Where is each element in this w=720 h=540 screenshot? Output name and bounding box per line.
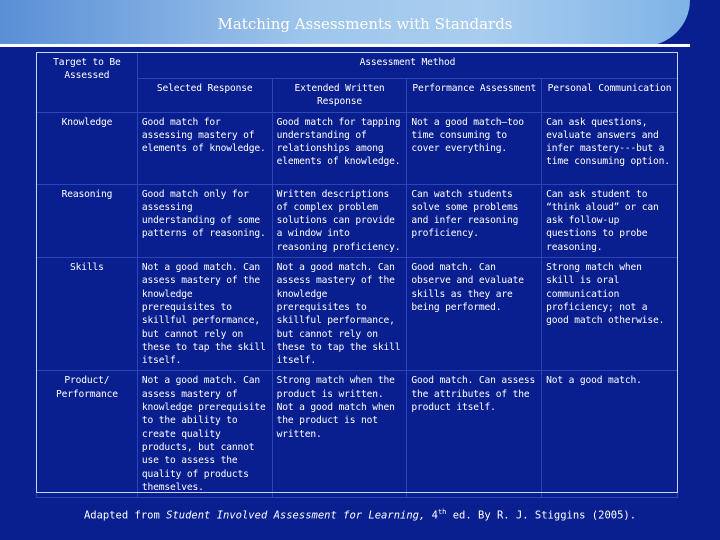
table-cell: Not a good match. Can assess mastery of knowledge prerequisite to the ability to create quality products, but cannot use to assess the quality of products themselves. [137,371,272,498]
table-row [37,184,678,257]
header-row-top [37,53,678,79]
citation-book: Student Involved Assessment for Learning, [166,509,426,522]
method-header: Assessment Method [137,53,677,79]
citation-author: ed. By R. J. Stiggins (2005). [446,509,637,522]
table-row [37,371,678,498]
table-cell: Strong match when skill is oral communication proficiency; not a good match otherwise. [542,258,678,371]
table-cell: Not a good match. Can assess mastery of the knowledge prerequisites to skillful performance, but cannot rely on these to tap the skill itself. [137,258,272,371]
page-title: Matching Assessments with Standards [217,15,513,33]
target-header: Target to Be Assessed [37,53,138,113]
table-cell: Strong match when the product is written. Not a good match when the product is not written. [272,371,407,498]
table-cell: Not a good match—too time consuming to cover everything. [407,112,542,184]
table-cell: Can ask student to “think aloud” or can ask follow-up questions to probe reasoning. [542,184,678,257]
method-selected-response: Selected Response [137,79,272,113]
table-cell: Not a good match. Can assess mastery of the knowledge prerequisites to skillful performance, but cannot rely on these to tap the skill itself. [272,258,407,371]
table-cell: Good match for tapping understanding of relationships among elements of knowledge. [272,112,407,184]
citation [0,508,720,522]
title-underline [0,44,690,47]
table-cell: Good match only for assessing understanding of some patterns of reasoning. [137,184,272,257]
method-personal-communication: Personal Communication [542,79,678,113]
title-bar [0,0,720,50]
table-cell: Good match. Can observe and evaluate skills as they are being performed. [407,258,542,371]
assessment-table [36,52,678,498]
row-label-skills: Skills [37,258,138,371]
table-row [37,258,678,371]
method-performance: Performance Assessment [407,79,542,113]
table-cell: Not a good match. [542,371,678,498]
method-extended-written: Extended Written Response [272,79,407,113]
citation-edition-suffix: th [437,508,447,516]
table-cell: Good match for assessing mastery of elements of knowledge. [137,112,272,184]
row-label-reasoning: Reasoning [37,184,138,257]
table-cell: Good match. Can assess the attributes of the product itself. [407,371,542,498]
table-cell: Written descriptions of complex problem solutions can provide a window into reasoning proficiency. [272,184,407,257]
table-cell: Can watch students solve some problems and infer reasoning proficiency. [407,184,542,257]
table-row [37,112,678,184]
row-label-product-performance: Product/ Performance [37,371,138,498]
table-cell: Can ask questions, evaluate answers and infer mastery---but a time consuming option. [542,112,678,184]
row-label-knowledge: Knowledge [37,112,138,184]
citation-prefix: Adapted from [83,509,167,522]
citation-edition: 4 [425,509,438,522]
